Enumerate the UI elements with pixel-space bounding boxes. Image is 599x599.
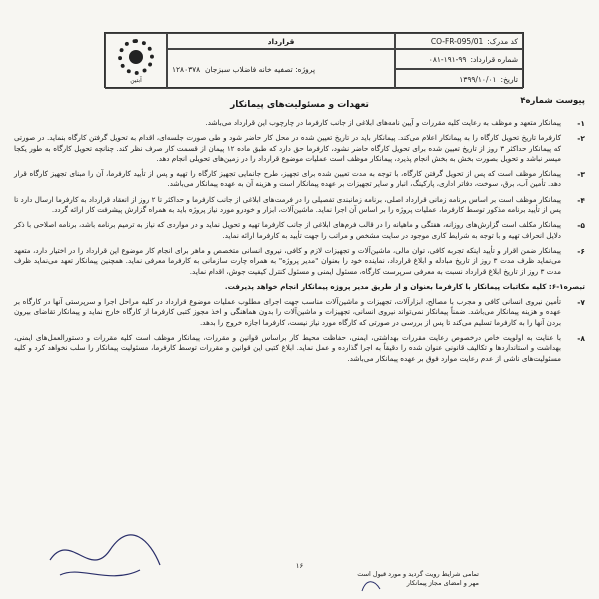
project-info [167, 49, 395, 89]
contract-number-cell [395, 49, 523, 69]
clause-number: ۵- [577, 221, 585, 231]
clause-number: ۸- [577, 334, 585, 344]
contract-number-label: شماره قرارداد: [470, 54, 518, 64]
section-title: تعهدات و مسئولیت‌های پیمانکار [230, 100, 369, 110]
project-code: ۱۲۸۰۳۷۸ [172, 64, 201, 74]
company-logo [105, 33, 167, 89]
form-header [104, 32, 524, 88]
clause-text: تأمین نیروی انسانی کافی و مجرب با مصالح، ابزارآلات، تجهیزات و ماشین‌آلات مناسب جهت اجرای مطلوب عملیات موضوع قرارداد در کلیه مراحل اجرا و سرپرستی آنها در کارگاه بر عهده و هزینه پیمانکار می‌باشد. ضمناً پیمانکار نمی‌تواند نیروی انسانی، تجهیزات و ماشین‌آلات را بدون هماهنگی و اخذ مجوز کتبی کارفرما از کارگاه خارج نماید و پیمانکار تقاضای بیرون بردن آنها را به کارفرما تسلیم می‌کند تا پس از بررسی در صورتی که کارگاه مورد نیاز نیست، کارفرما اجازه خروج را بدهد. [14, 297, 561, 327]
signature-line-1: تمامی شرایط رویت گردید و مورد قبول است [357, 570, 479, 578]
clause-item [14, 133, 585, 164]
date-label: تاریخ: [500, 74, 518, 84]
date-cell [395, 69, 523, 89]
project-label: پروژه: تصفیه خانه فاضلاب سبزجان [204, 64, 316, 74]
clause-item [14, 333, 585, 364]
clause-text: پیمانکار ضمن اقرار و تأیید اینکه تجربه کافی، توان مالی، ماشین‌آلات و تجهیزات لازم و کافی، نیروی انسانی متخصص و ماهر برای انجام کار موضوع این قرارداد را در اختیار دارد، متعهد می‌نماید ظرف مدت ۳ روز از تاریخ مبادله و ابلاغ قرارداد، نماینده خود را بعنوان "مدیر پروژه" به همراه چارت سازمانی به کارفرما معرفی نماید. همچنین پیمانکار تعهد می‌نماید ظرف مدت ۳ روز از تاریخ ابلاغ قرارداد نسبت به معرفی سرپرست کارگاه، مسئول ایمنی و مسئول کنترل کیفیت جوش، اقدام نماید. [14, 245, 561, 276]
clause-item [14, 169, 585, 190]
clause-item [14, 195, 585, 216]
clause-item [14, 246, 585, 277]
clause-number: ۱- [577, 119, 585, 128]
gear-logo-icon [118, 39, 154, 75]
clause-note-number: تبصره۱-۶: [548, 281, 585, 291]
stamp-icon [360, 575, 382, 595]
doc-code-value: CO-FR-095/01 [430, 36, 484, 46]
clause-note-text: کلیه مکاتبات پیمانکار با کارفرما بعنوان و از طریق مدیر پروژه پیمانکار انجام خواهد پذیرفت. [224, 281, 547, 291]
clause-item [14, 220, 585, 241]
document-title: قرارداد [167, 33, 395, 49]
doc-code-cell [395, 33, 523, 49]
logo-text: آبتین [130, 76, 142, 84]
clause-number: ۶- [577, 246, 585, 256]
clause-text: پیمانکار مکلف است گزارش‌های روزانه، هفتگی و ماهیانه را در قالب فرم‌های ابلاغی از جانب کارفرما تهیه و تحویل نماید و در مواردی که نیاز به ترمیم برنامه باشد، برنامه اصلاحی با ذکر دلایل انحراف تهیه و با توجه به شرایط کاری موجود در سایت مشخص و مراتب را جهت تأیید به کارفرما ارائه نماید. [14, 220, 561, 240]
clause-text: پیمانکار موظف است بر اساس برنامه زمانی قرارداد اصلی، برنامه زمانبندی تفصیلی را در فرمت‌های ابلاغی از جانب کارفرما و حداکثر تا ۲ روز از انعقاد قرارداد به کارفرما ارسال دارد تا پس از تأیید برنامه مذکور توسط کارفرما، عملیات پروژه را بر اساس آن اجرا نماید. ماشین‌آلات، ابزار و خودرو مورد نیاز پروژه باید به همراه گزارش پیشرفت کار ارائه گردد. [14, 194, 561, 215]
annex-label: پیوست شماره۴ [520, 96, 585, 106]
clause-item [14, 118, 585, 128]
clause-text: پیمانکار متعهد و موظف به رعایت کلیه مقررات و آیین نامه‌های ابلاغی از جانب کارفرما در چارچوب این قرارداد می‌باشد. [205, 118, 561, 127]
contract-number-value: ۰۸۱-۱۹۱-۹۹ [428, 54, 467, 64]
clause-number: ۴- [577, 195, 585, 205]
clause-text: کارفرما تاریخ تحویل کارگاه را به پیمانکار اعلام می‌کند. پیمانکار باید در تاریخ تعیین شده در محل کار حاضر شود و طی صورت جلسه‌ای، اقدام به تحویل گرفتن کارگاه بنماید. در صورتی که پیمانکار حداکثر ۳ روز از تاریخ تعیین شده برای تحویل کارگاه حاضر نشود، کارفرما حق دارد که طبق ماده ۱۲ پیمان از قسمت کار صرف نظر کند. چنانچه تحویل کارگاه به طور یکجا میسر نباشد و تحویل بصورت بخش به بخش انجام پذیرد، پیمانکار موظف است عملیات موضوع قرارداد را در زمین‌های تحویلی انجام دهد. [14, 133, 561, 163]
signature-line-2: مهر و امضای مجاز پیمانکار [406, 579, 479, 587]
clause-text: با عنایت به اولویت خاص درخصوص رعایت مقررات بهداشتی، ایمنی، حفاظت محیط کار براساس قوانین و مقررات، پیمانکار موظف است کلیه مقررات و دستورالعمل‌های ایمنی، بهداشت و استانداردها و تکالیف قانونی عنوان شده را دقیقاً به اجرا گذارده و عمل نماید. ابلاغ کتبی این قوانین و مقررات توسط کارفرما، مسئولیت پیمانکار را سلب نخواهد کرد و کلیه مسئولیت‌های ناشی از عدم رعایت موارد فوق بر عهده پیمانکار می‌باشد. [14, 333, 561, 363]
doc-code-label: کد مدرک: [487, 36, 518, 46]
clause-text: پیمانکار موظف است که پس از تحویل گرفتن کارگاه، با توجه به مدت تعیین شده برای تجهیز، طرح جانمایی تجهیز کارگاه را تهیه و پس از تأیید کارفرما، آن را مبنای تجهیز کارگاه قرار دهد. تأمین آب، برق، سوخت، دفاتر اداری، پارکینگ، انبار و سایر تجهیزات بر عهده پیمانکار است و هزینه آن به عهده پیمانکار می‌باشد. [14, 169, 561, 189]
clause-number: ۲- [577, 134, 585, 144]
clause-number: ۳- [577, 170, 585, 180]
clause-list [14, 118, 585, 369]
clause-note [14, 282, 585, 292]
handwritten-signature [40, 520, 170, 590]
clause-number: ۷- [577, 298, 585, 308]
date-value: ۱۳۹۹/۱۰/۰۱ [459, 74, 497, 84]
clause-item [14, 297, 585, 328]
page-number: ۱۶ [295, 562, 304, 570]
